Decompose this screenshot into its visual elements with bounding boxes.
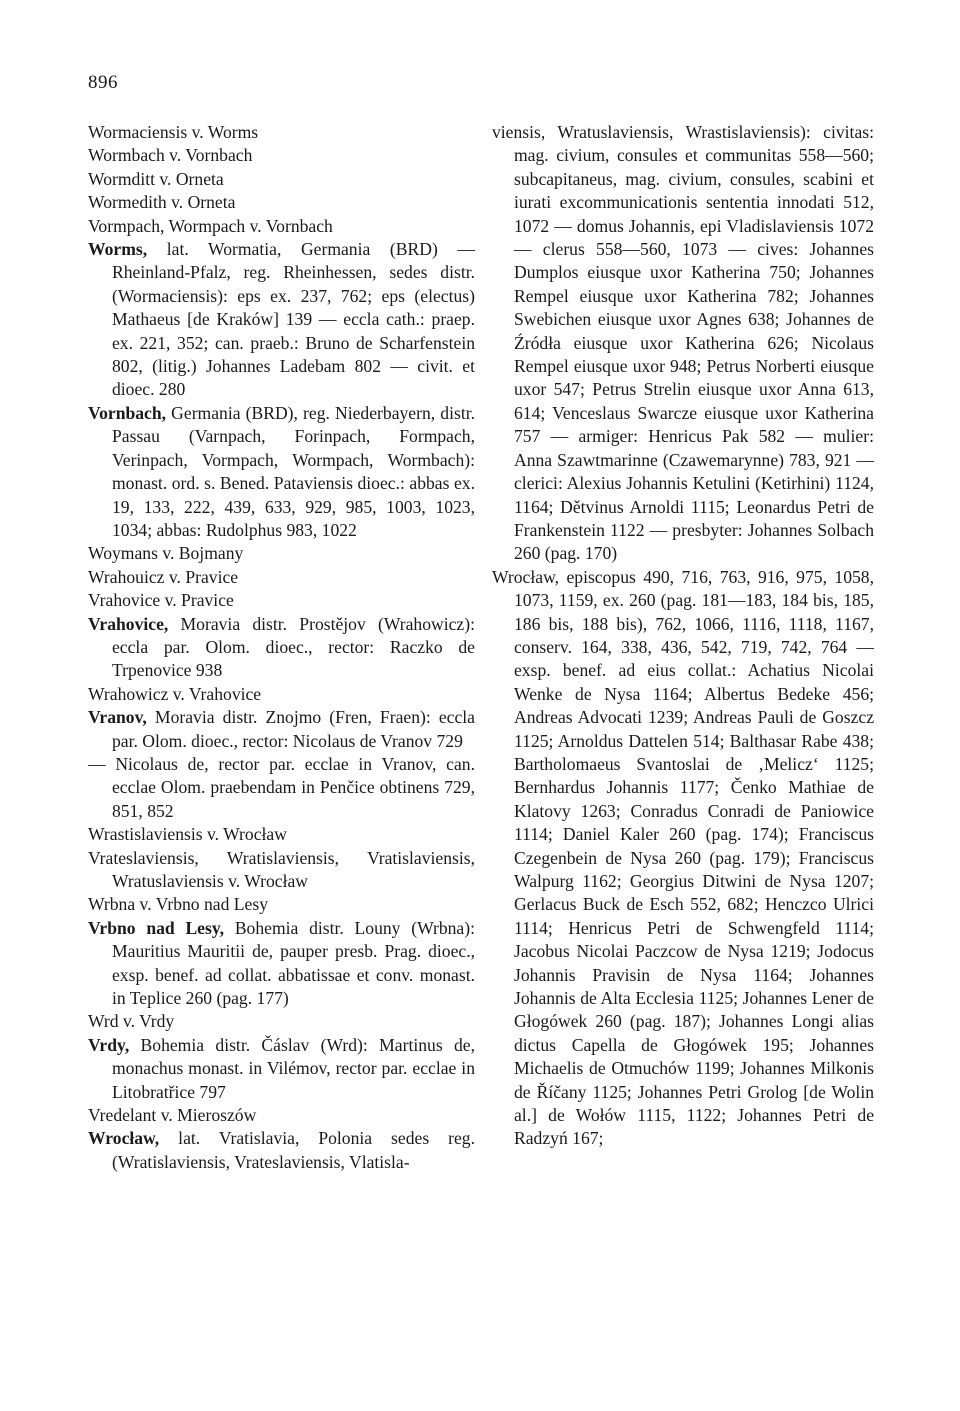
entry-text: Vrahovice v. Pravice <box>88 590 234 611</box>
index-entry <box>88 402 475 542</box>
index-entry <box>88 589 475 612</box>
index-entry <box>88 121 475 144</box>
entry-text: Vormpach, Wormpach v. Vornbach <box>88 215 333 236</box>
index-entry <box>88 144 475 167</box>
entry-text: lat. Vratislavia, Polonia sedes reg. (Wratislaviensis, Vrateslaviensis, Vlatisla- <box>112 1128 475 1172</box>
index-entry <box>88 238 475 402</box>
index-entry <box>88 823 475 846</box>
entry-text: Vredelant v. Mieroszów <box>88 1105 257 1126</box>
index-entry <box>88 542 475 565</box>
entry-text: Wrahouicz v. Pravice <box>88 566 239 587</box>
index-entry <box>88 1034 475 1104</box>
entry-text: Moravia distr. Prostějov (Wrahowicz): eccla par. Olom. dioec., rector: Raczko de Trpenovice 938 <box>112 613 475 681</box>
index-entry <box>88 1010 475 1033</box>
entry-text: Wormaciensis v. Worms <box>88 122 259 142</box>
index-entry <box>88 613 475 683</box>
entry-text: Woymans v. Bojmany <box>88 543 244 564</box>
entry-headword: Vranov, <box>88 707 147 728</box>
entry-text: Germania (BRD), reg. Niederbayern, distr. Passau (Varnpach, Forinpach, Formpach, Verinpach, Vormpach, Wormpach, Wormbach): monast. ord. s. Bened. Pataviensis dioec.: abbas ex. 19, 133, 222, 439, 633, 929, 985, 1003, 1023, 1034; abbas: Rudolphus 983, 1022 <box>112 402 475 540</box>
entry-text: Wormditt v. Orneta <box>88 168 224 189</box>
index-entry <box>88 191 475 214</box>
entry-text: Wrocław, episcopus 490, 716, 763, 916, 975, 1058, 1073, 1159, ex. 260 (pag. 181—183, 184 bis, 185, 186 bis, 188 bis), 762, 1066, 1116, 1118, 1167, conserv. 164, 338, 436, 542, 719, 742, 764 — exsp. benef. ad eius collat.: Achatius Nicolai Wenke de Nysa 1164; Albertus Bedeke 456; Andreas Advocati 1239; Andreas Pauli de Goszcz 1125; Arnoldus Dattelen 514; Balthasar Rabe 438; Bartholomaeus Svantoslai de ‚Melicz‘ 1125; Bernhardus Johannis 1177; Čenko Mathiae de Klatovy 1263; Conradus Conradi de Paniowice 1114; Daniel Kaler 260 (pag. 174); Franciscus Czegenbein de Nysa 260 (pag. 179); Franciscus Walpurg 1162; Georgius Ditwini de Nysa 1207; Gerlacus Buck de Esch 552, 682; Henczco Ulrici 1114; Henricus Petri de Schwengfeld 1114; Jacobus Nicolai Paczcow de Nysa 1219; Jodocus Johannis Pravisin de Nysa 1164; Johannes Johannis de Alta Ecclesia 1125; Johannes Lener de Głogówek 260 (pag. 187); Johannes Longi alias dictus Capella de Głogówek 195; Johannes Michaelis de Otmuchów 1199; Johannes Milkonis de Říčany 1125; Johannes Petri Grolog [de Wolin al.] de Wołów 1115, 1122; Johannes Petri de Radzyń 167; <box>492 566 874 1149</box>
index-entry <box>88 893 475 916</box>
entry-text: Wrd v. Vrdy <box>88 1011 175 1032</box>
entry-headword: Worms, <box>88 239 148 260</box>
page-number: 896 <box>88 72 118 93</box>
index-entry <box>88 1127 475 1174</box>
index-entry <box>88 706 475 753</box>
entry-text: Moravia distr. Znojmo (Fren, Fraen): eccla par. Olom. dioec., rector: Nicolaus de Vranov 729 <box>112 707 475 751</box>
index-entry <box>88 215 475 238</box>
entry-headword: Vrbno nad Lesy, <box>88 917 225 938</box>
index-entry <box>492 121 874 566</box>
entry-text: Bohemia distr. Louny (Wrbna): Mauritius Mauritii de, pauper presb. Prag. dioec., exsp. benef. ad collat. abbatissae et conv. monast. in Teplice 260 (pag. 177) <box>112 917 475 1009</box>
index-entry <box>88 847 475 894</box>
entry-headword: Vornbach, <box>88 402 167 423</box>
right-column <box>492 121 874 1151</box>
entry-text: Wormbach v. Vornbach <box>88 145 253 166</box>
entry-headword: Vrahovice, <box>88 613 169 634</box>
entry-text: viensis, Wratuslaviensis, Wrastislaviensis): civitas: mag. civium, consules et communitas 558—560; subcapitaneus, mag. civium, consules, scabini et iurati excommunicationis sententia innodati 512, 1072 — domus Johannis, epi Vladislaviensis 1072 — clerus 558—560, 1073 — cives: Johannes Dumplos eiusque uxor Katherina 750; Johannes Rempel eiusque uxor Katherina 782; Johannes Swebichen eiusque uxor Agnes 638; Johannes de Źródła eiusque uxor Katherina 626; Nicolaus Rempel eiusque uxor 948; Petrus Norberti eiusque uxor 547; Petrus Strelin eiusque uxor Anna 613, 614; Venceslaus Swarcze eiusque uxor Katherina 757 — armiger: Henricus Pak 582 — mulier: Anna Szawtmarinne (Czawemarynne) 783, 921 — clerici: Alexius Johannis Ketulini (Ketirhini) 1124, 1164; Dětvinus Arnoldi 1115; Leonardus Petri de Frankenstein 1122 — presbyter: Johannes Solbach 260 (pag. 170) <box>492 122 874 564</box>
index-entry <box>492 566 874 1151</box>
entry-text: — Nicolaus de, rector par. ecclae in Vranov, can. ecclae Olom. praebendam in Penčice obtinens 729, 851, 852 <box>88 753 475 821</box>
entry-headword: Wrocław, <box>88 1128 160 1149</box>
index-entry <box>88 753 475 823</box>
left-column <box>88 121 475 1174</box>
entry-text: Bohemia distr. Čáslav (Wrd): Martinus de, monachus monast. in Vilémov, rector par. ecclae in Litobratřice 797 <box>112 1034 475 1102</box>
index-entry <box>88 1104 475 1127</box>
entry-text: Vrateslaviensis, Wratislaviensis, Vratislaviensis, Wratuslaviensis v. Wrocław <box>88 847 475 891</box>
index-entry <box>88 917 475 1011</box>
index-entry <box>88 168 475 191</box>
entry-text: lat. Wormatia, Germania (BRD) — Rheinland-Pfalz, reg. Rheinhessen, sedes distr. (Wormaciensis): eps ex. 237, 762; eps (electus) Mathaeus [de Kraków] 139 — eccla cath.: praep. ex. 221, 352; can. praeb.: Bruno de Scharfenstein 802, (litig.) Johannes Ladebam 802 — civit. et dioec. 280 <box>112 239 475 400</box>
entry-text: Wrastislaviensis v. Wrocław <box>88 824 287 845</box>
entry-text: Wrahowicz v. Vrahovice <box>88 683 262 704</box>
entry-text: Wrbna v. Vrbno nad Lesy <box>88 894 268 915</box>
index-entry <box>88 566 475 589</box>
entry-headword: Vrdy, <box>88 1034 130 1055</box>
entry-text: Wormedith v. Orneta <box>88 192 236 213</box>
index-entry <box>88 683 475 706</box>
